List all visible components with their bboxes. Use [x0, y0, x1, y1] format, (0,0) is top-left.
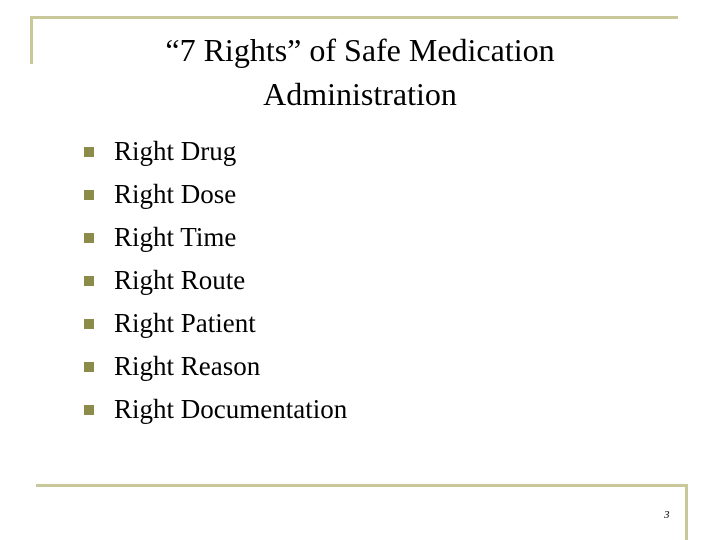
right-frame-line: [685, 484, 688, 540]
bullet-text: Right Route: [114, 265, 246, 295]
bullet-text: Right Documentation: [114, 394, 348, 424]
square-bullet-icon: [84, 319, 94, 329]
list-item: [84, 259, 347, 302]
square-bullet-icon: [84, 233, 94, 243]
list-item: [84, 388, 347, 431]
page-number: 3: [664, 509, 670, 521]
slide-title: [60, 28, 660, 116]
slide-title-line-1: “7 Rights” of Safe Medication: [165, 32, 555, 68]
left-frame-line: [30, 16, 33, 64]
bullet-list: [84, 130, 347, 431]
square-bullet-icon: [84, 362, 94, 372]
bullet-text: Right Time: [114, 222, 237, 252]
bullet-text: Right Dose: [114, 179, 237, 209]
slide-title-line-2: Administration: [263, 76, 457, 112]
list-item: [84, 173, 347, 216]
top-frame-line: [30, 16, 678, 19]
list-item: [84, 130, 347, 173]
square-bullet-icon: [84, 276, 94, 286]
square-bullet-icon: [84, 405, 94, 415]
bullet-text: Right Patient: [114, 308, 256, 338]
bullet-text: Right Drug: [114, 136, 237, 166]
square-bullet-icon: [84, 190, 94, 200]
bottom-frame-line: [36, 484, 686, 487]
square-bullet-icon: [84, 147, 94, 157]
list-item: [84, 216, 347, 259]
bullet-text: Right Reason: [114, 351, 261, 381]
list-item: [84, 302, 347, 345]
list-item: [84, 345, 347, 388]
